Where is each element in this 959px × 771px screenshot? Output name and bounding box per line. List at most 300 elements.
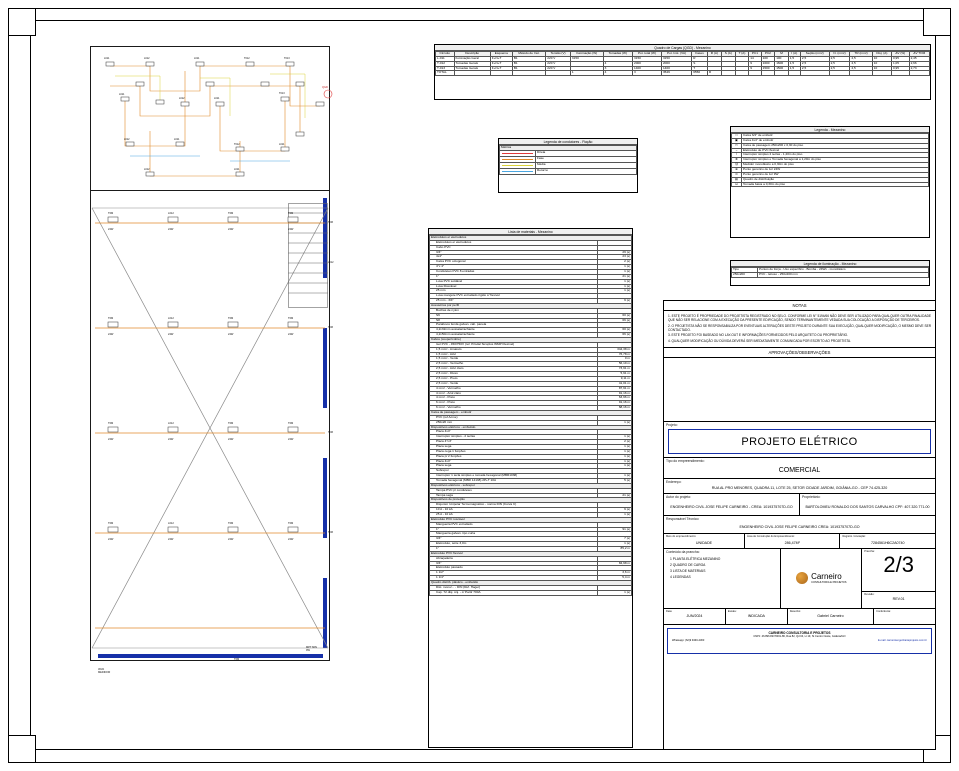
conteudo-item: 3 LISTA DE MATERIAIS — [670, 568, 706, 573]
qc-cell: 1,5 — [788, 61, 800, 66]
qc-cell — [721, 71, 735, 76]
qc-cell: T-013 — [436, 66, 455, 71]
lc-color-label: Média — [536, 162, 637, 168]
qc-cell: F+N+T — [490, 56, 512, 61]
legend-symbol-label: Ponto genérico de luz 9W — [742, 172, 929, 177]
material-name: 1,5 mm² - Azul — [430, 352, 598, 357]
material-name: Parafusos fenda galvan. cab. panela — [430, 323, 598, 328]
autor-proprietario-row — [664, 494, 935, 516]
qc-cell: F+N+T — [490, 61, 512, 66]
qc-cell: 1,5 — [788, 56, 800, 61]
qc-cell: 1500 — [775, 66, 789, 71]
material-name: 4 mm² - Vermelho — [430, 386, 598, 391]
svg-text:L011: L011 — [279, 143, 285, 146]
legend-symbol-label: Interruptor simples e Tomada hexagonal a 1,20m do piso — [742, 158, 929, 163]
legend-lighting-cell: PVC - leitoso - 250x200 mm — [758, 272, 929, 277]
legenda-simbolos-title: Legenda - Mezanino — [731, 127, 929, 133]
svg-text:T0M: T0M — [328, 531, 333, 534]
legend-symbol-row — [732, 182, 929, 187]
material-section-header: Eletroduto PVC flexível — [430, 551, 632, 556]
qc-cell: 9 — [749, 66, 761, 71]
material-qty: 1 pç — [598, 512, 632, 517]
footer-company-name: CARNEIRO CONSULTORIA E PROJETOS — [768, 630, 831, 635]
nota-line: 3. ESTE PROJETO FOI BASEADO NO LAY-OUT E INFORMAÇÕES FORNECIDOS PELO ARQUITETO OU PROPRIETÁRIO. — [668, 333, 848, 338]
svg-text:24W: 24W — [108, 438, 114, 441]
svg-text:L011: L011 — [234, 168, 240, 171]
legend-symbol-icon: ▭ — [732, 143, 742, 148]
conferencia-label: Conferência: — [876, 609, 891, 613]
plan-note-bottom-right: MPT MIN 9W — [306, 646, 317, 652]
material-name: Placa 4x4" — [430, 430, 598, 435]
qc-cell: 2,66 — [909, 61, 929, 66]
endereco-row — [664, 479, 935, 494]
qc-cell: B1 — [512, 56, 545, 61]
qc-cell — [829, 71, 850, 76]
meio-value: UNIDADE — [695, 540, 713, 545]
qc-col-header: Descrição — [454, 52, 490, 57]
material-qty: 91,16 m — [598, 391, 632, 396]
material-qty: 60 pç — [598, 313, 632, 318]
material-qty: 29 pç — [598, 250, 632, 255]
svg-text:L011: L011 — [104, 57, 110, 60]
qc-cell — [891, 71, 909, 76]
qc-cell: Iluminação Geral — [454, 56, 490, 61]
legend-symbol-icon: ⊙ — [732, 172, 742, 177]
company-logo — [781, 549, 862, 608]
svg-text:T0M: T0M — [288, 212, 294, 215]
qc-col-header: Disj. (A) — [872, 52, 891, 57]
material-name: 3/4" — [430, 561, 598, 566]
svg-text:L011: L011 — [214, 97, 220, 100]
tipo-label: Tipo do empreendimento: — [666, 458, 705, 463]
qc-col-header: ΔV (%) — [891, 52, 909, 57]
material-name: Luva mangote PVC extrudado rígido c/ flexível — [430, 294, 598, 299]
qc-col-header: PC2 — [761, 52, 775, 57]
qc-cell: 0,95 — [891, 66, 909, 71]
svg-text:24W: 24W — [108, 538, 114, 541]
qc-col-header: S (A) — [721, 52, 735, 57]
qc-col-header: Esquema — [490, 52, 512, 57]
material-name: 1,5 mm² - Verde — [430, 357, 598, 362]
material-name: Conduletes PVC 8 entradas — [430, 270, 598, 275]
material-name: Placa 4"x4" — [430, 440, 598, 445]
material-qty: 66 pç — [598, 333, 632, 338]
escala-value: INDICADA — [747, 613, 765, 618]
legend-symbol-icon: ⊗ — [732, 158, 742, 163]
material-qty: 91,16 m — [598, 401, 632, 406]
svg-text:QGD: QGD — [322, 86, 328, 89]
svg-text:24W: 24W — [288, 228, 294, 231]
plan-note-bottom-left: 30VA MEDIDOR — [98, 668, 111, 674]
aprovacoes-title: APROVAÇÕES/OBSERVAÇÕES — [664, 348, 935, 358]
qc-cell: 2000 — [633, 61, 662, 66]
material-section-header: Dispositivos elétricos - embutido — [430, 425, 632, 430]
lc-row — [500, 168, 637, 174]
material-name: Interruptor simples - 2 teclas — [430, 435, 598, 440]
qc-cell: 6550 — [692, 71, 708, 76]
legend-lighting-cell: Tipo — [732, 268, 758, 273]
material-qty: 1 pç — [598, 265, 632, 270]
material-qty: 84,98 m — [598, 561, 632, 566]
qc-cell: 2,5 — [850, 56, 872, 61]
qc-col-header: Tomadas (W) — [603, 52, 632, 57]
legend-symbol-label: Caixa 3/4" de embutir — [742, 134, 929, 139]
responsavel-row — [664, 516, 935, 534]
svg-text:24W: 24W — [168, 333, 174, 336]
material-name: 4,2x32mm autoatarrachante — [430, 328, 598, 333]
material-name: 1" — [430, 274, 598, 279]
svg-text:L012: L012 — [168, 422, 174, 425]
qc-cell: 220 V — [546, 61, 571, 66]
material-name: 4 mm² - Preto — [430, 396, 598, 401]
material-name: 6 mm² - Preto — [430, 401, 598, 406]
data-label: Data: — [666, 609, 673, 613]
material-name: Tampa sega — [430, 493, 598, 498]
svg-text:T0M: T0M — [228, 422, 234, 425]
legenda-iluminacao-grid — [731, 267, 929, 278]
qc-cell — [546, 71, 571, 76]
qc-col-header: ΔV TOM — [909, 52, 929, 57]
qc-cell: 9 — [749, 61, 761, 66]
material-name: S8 — [430, 318, 598, 323]
material-name: 25 A - 10 kA — [430, 512, 598, 517]
qc-cell: S — [692, 61, 708, 66]
legend-symbol-label: Interruptor simples 2 teclas - 1,20m do piso — [742, 153, 929, 158]
material-name: 2,5 mm² - Verde — [430, 381, 598, 386]
material-qty: 9 pç — [598, 299, 632, 304]
svg-text:T0M: T0M — [228, 317, 234, 320]
legend-symbol-label: Caixa de passagem 250x200 x 0,30 do piso — [742, 143, 929, 148]
material-qty: 41,01 m — [598, 381, 632, 386]
qc-cell — [490, 71, 512, 76]
material-section-header: Eletrodutos e/ eletrodutos — [430, 236, 632, 241]
qc-col-header: M — [775, 52, 789, 57]
material-name: Abraçadeira — [430, 556, 598, 561]
nota-line: 4. QUALQUER MODIFICAÇÃO OU DÚVIDA DEVERÁ SER IMEDIATAMENTE COMUNICADA POR ESCRITO AO PROJETISTA. — [668, 338, 852, 343]
material-qty: 9 pç — [598, 508, 632, 513]
qc-col-header: T (A) — [735, 52, 748, 57]
material-name: 3/4" — [430, 250, 598, 255]
material-qty: 1 pç — [598, 454, 632, 459]
qc-cell: 2,5 — [850, 66, 872, 71]
material-section-header: Caixa de passagem - embutir — [430, 410, 632, 415]
qc-cell: 2,73 — [909, 66, 929, 71]
material-qty: 7 pç — [598, 537, 632, 542]
lc-header: Métrica — [500, 146, 637, 151]
material-qty: 5,4 m — [598, 576, 632, 581]
qc-cell — [735, 71, 748, 76]
legend-symbol-icon: ~ — [732, 148, 742, 153]
legend-symbol-label: Eletroduto de PVC flexível — [742, 148, 929, 153]
legenda-iluminacao — [730, 260, 930, 286]
material-name: 4x4" — [430, 255, 598, 260]
endereco-label: Endereço: — [666, 479, 682, 484]
material-qty: 87,91 m — [598, 386, 632, 391]
lc-color-label: Direta — [536, 150, 637, 156]
material-qty: 2 pç — [598, 260, 632, 265]
legenda-simbolos-grid — [731, 133, 929, 187]
material-name: 1" — [430, 527, 598, 532]
svg-text:T0M: T0M — [288, 422, 294, 425]
material-qty: 0 m — [598, 357, 632, 362]
material-qty: 1 pç — [598, 284, 632, 289]
revisao-value: REV.01 — [892, 596, 905, 601]
material-name: 2,5 mm² - Preto — [430, 376, 598, 381]
qc-cell — [454, 71, 490, 76]
material-name: Placa sega — [430, 444, 598, 449]
desenho-label: Desenho: — [789, 609, 801, 613]
material-name: Disjuntor Unipolar Termomagnético - norma DIN (Curva C) — [430, 503, 598, 508]
material-name: Mangueira PVC extrudado — [430, 522, 598, 527]
material-section-header: Acessórios por perfil — [430, 304, 632, 309]
qc-cell: 2,5 — [850, 61, 872, 66]
qc-cell — [512, 71, 545, 76]
qc-cell: 2,5 — [829, 66, 850, 71]
qc-col-header: Pot. total (W) — [633, 52, 662, 57]
material-name: Placa p/ 2 funções — [430, 454, 598, 459]
qc-cell: 2000 — [661, 61, 691, 66]
svg-text:24W: 24W — [228, 438, 234, 441]
qc-cell: 1600 — [775, 61, 789, 66]
material-section-header: Eletroduto PVC roscável — [430, 517, 632, 522]
material-name: Interruptor 1 tecla simples e tomada hexagonal (MBR1038) — [430, 474, 598, 479]
area-value: 286,47M² — [784, 540, 800, 545]
material-name: PVC (ref Acme) — [430, 415, 598, 420]
material-name: Sobrepor — [430, 469, 598, 474]
logo-mark-icon — [796, 572, 808, 584]
qc-cell: 3150 — [661, 56, 691, 61]
qc-cell: L-011 — [436, 56, 455, 61]
autor-label: Autor do projeto: — [666, 494, 692, 499]
prancha-label: Prancha: — [864, 549, 875, 553]
qc-cell: 2,5 — [800, 61, 829, 66]
material-qty: 60 pç — [598, 328, 632, 333]
qc-col-header: PC1 — [749, 52, 761, 57]
floor-plan-mezzanine — [38, 28, 348, 728]
svg-text:24W: 24W — [168, 228, 174, 231]
qc-cell — [775, 71, 789, 76]
qc-cell: 2,5 — [800, 56, 829, 61]
footer-company-cnpj: CNPJ: 46.896.827/0001-86, Rua 82, Qd 04, Lt 19, St Centro Oeste, Goiânia/GO — [753, 634, 846, 638]
svg-text:24W: 24W — [108, 333, 114, 336]
qc-cell: 220 V — [546, 56, 571, 61]
qc-cell: 2,5 — [800, 66, 829, 71]
svg-text:24W: 24W — [168, 438, 174, 441]
qc-cell: 3 — [633, 71, 662, 76]
material-name: Placa sega — [430, 464, 598, 469]
legend-symbol-label: Caixa 4x4" de embutir — [742, 138, 929, 143]
meio-label: Meio do empreendimento: — [666, 534, 697, 538]
qc-cell: 1,5 — [788, 66, 800, 71]
qc-cell — [800, 71, 829, 76]
quadro-de-cargas-table — [434, 44, 931, 100]
legend-symbol-label: Quadro de distribuição — [742, 177, 929, 182]
footer-whatsapp[interactable]: Whatsapp: (62)9 9430-4303 — [672, 638, 705, 642]
proprietario-value: BARTOLOMEU RONALDO DOS SANTOS CARVALHO CPF: 407.320.771-00 — [805, 504, 930, 509]
material-name: 25 mm — [430, 289, 598, 294]
material-qty: 1 pç — [598, 444, 632, 449]
qc-cell: 1,05 — [891, 61, 909, 66]
qc-cell: 10 — [872, 56, 891, 61]
qc-cell: R — [692, 56, 708, 61]
legend-symbol-icon: ▤ — [732, 177, 742, 182]
svg-text:L011: L011 — [194, 57, 200, 60]
legend-lighting-cell: 250x200 — [732, 272, 758, 277]
aprovacoes-section — [664, 348, 935, 422]
material-name: Eletroduto passado — [430, 566, 598, 571]
material-name: 3/4" — [430, 537, 598, 542]
material-qty: 56,19 m — [598, 362, 632, 367]
desenho-value: Gabriel Carneiro — [817, 613, 844, 618]
material-section-header: Dispositivos de proteção — [430, 498, 632, 503]
revisao-label: Revisão: — [864, 592, 875, 596]
svg-text:24W: 24W — [288, 333, 294, 336]
material-name: 2,5 mm² - Azul claro — [430, 367, 598, 372]
material-qty: 63,96 m — [598, 396, 632, 401]
qc-cell: R — [707, 71, 721, 76]
qc-cell: 100 — [761, 56, 775, 61]
plan-note-bottom-mid: T0M — [234, 658, 240, 661]
qc-cell: 1400 — [633, 66, 662, 71]
material-qty: 1 pç — [598, 420, 632, 425]
escala-label: Escala: — [727, 609, 737, 613]
svg-text:T0M: T0M — [288, 522, 294, 525]
material-qty: 66 pç — [598, 318, 632, 323]
qc-cell: 3 — [603, 66, 632, 71]
material-qty: 5,91 m — [598, 372, 632, 377]
qc-cell: 3150 — [570, 56, 603, 61]
material-qty: 1 pç — [598, 449, 632, 454]
svg-text:L012: L012 — [328, 261, 334, 264]
svg-text:T0M: T0M — [328, 431, 333, 434]
svg-text:24W: 24W — [228, 333, 234, 336]
qc-col-header: Seção (mm²) — [800, 52, 829, 57]
conteudo-list — [664, 555, 780, 583]
area-label: Área de Construção do Empreendimento: — [746, 534, 795, 538]
material-qty: 73,91 m — [598, 367, 632, 372]
svg-text:L012: L012 — [144, 57, 150, 60]
lighting-rows — [90, 203, 335, 658]
sheet-number: 2/3 — [883, 551, 914, 577]
legend-lighting-cell: Pontos de força - Uso específico - Bomba - 24Wx - monofásico — [758, 268, 929, 273]
notas-body — [664, 311, 935, 347]
notas-title: NOTAS — [664, 301, 935, 311]
material-qty: 1 pç — [598, 459, 632, 464]
svg-text:L012: L012 — [144, 168, 150, 171]
endereco-value: RUA AL PRO MENORES, QUADRA 11, LOTE 25, SETOR CIDADE JARDIM, GOIÂNIA-GO - CEP 74.425-320 — [711, 485, 888, 490]
material-name: 1 1/2" — [430, 571, 598, 576]
legenda-condutores-grid — [499, 145, 637, 175]
material-name: Caixa PVC octogonal — [430, 260, 598, 265]
quadro-de-cargas-title: Quadro de Cargas (QGD) - Mezanino — [435, 45, 930, 51]
qc-cell: 4 — [603, 71, 632, 76]
corner-notch-bl — [8, 735, 36, 763]
material-qty: 21 pç — [598, 274, 632, 279]
nota-line: 2. O PROJETISTA NÃO SE RESPONSABILIZA POR EVENTUAIS ALTERAÇÕES DESTE PROJETO DURANTE SUA EXECUÇÃO, QUALQUER MODIFICAÇÃO, O MESMO DEVE SER CONTACTADO. — [668, 323, 931, 332]
legenda-condutores — [498, 138, 638, 193]
material-qty: 1 pç — [598, 289, 632, 294]
projeto-box — [668, 429, 931, 454]
qc-cell: 0,95 — [891, 56, 909, 61]
material-name: Luva Roscável — [430, 284, 598, 289]
qc-cell: 1 — [570, 71, 603, 76]
crea-value: 7284561H6C2A0740 — [870, 540, 905, 545]
conteudo-item: 1 PLANTA ELÉTRICA MEZANINO — [670, 556, 721, 561]
projeto-label: Projeto: — [666, 422, 678, 427]
legend-symbol-label: Ponto genérico de luz 24W — [742, 168, 929, 173]
qc-cell: B1 — [512, 66, 545, 71]
legend-symbol-icon: □ — [732, 134, 742, 139]
qc-cell — [872, 71, 891, 76]
qc-cell: 1400 — [661, 66, 691, 71]
material-name: Placa cega 1 funções — [430, 449, 598, 454]
legend-symbol-icon: ▣ — [732, 138, 742, 143]
material-qty: 1 pç — [598, 542, 632, 547]
projeto-value: PROJETO ELÉTRICO — [741, 435, 858, 448]
legend-symbol-icon: ⊕ — [732, 168, 742, 173]
svg-text:T012: T012 — [244, 57, 250, 60]
title-block — [663, 300, 936, 750]
material-qty: 23 pç — [598, 255, 632, 260]
material-qty: 1 pç — [598, 474, 632, 479]
svg-text:L012: L012 — [124, 138, 130, 141]
lista-de-materiais — [428, 228, 633, 748]
material-section-header: Cabos (cooper/cobre) — [430, 338, 632, 343]
svg-text:24W: 24W — [168, 538, 174, 541]
autor-value: ENGENHEIRO CIVIL JOSE FELIPE CARNEIRO - CREA: 1019375707D-GO — [670, 504, 793, 509]
material-row — [430, 590, 632, 595]
conteudo-item: 2 QUADRO DE CARGA — [670, 562, 706, 567]
footer-email[interactable]: E-mail: carneiroengenhariaprojetos.com.br — [877, 638, 927, 642]
qc-cell: 1500 — [761, 66, 775, 71]
upper-circuit-wiring — [90, 46, 335, 196]
qc-cell: T — [692, 66, 708, 71]
nota-line: 1. ESTE PROJETO É PROPRIEDADE DO PROJETISTA REGISTRADO NO SELO. CONFORME LEI N° 5194/66 NÃO DEVE SER UTILIZADO PARA QUALQUER OUTRA FINALIDADE QUE NÃO SER RELACIONE COM A EXECUÇÃO DA PRESENTE EDIFICAÇÃO, SENDO TERMINANTEMENTE VEDADA SUA COLOCAÇÃO A DISPOSIÇÃO DE TERCEIROS. — [668, 314, 931, 323]
material-name: Cabo PVC — [430, 245, 598, 250]
logo-name: Carneiro — [811, 572, 842, 582]
crea-label: Registro / Anotação: — [842, 534, 866, 538]
qc-cell: T-012 — [436, 61, 455, 66]
conteudo-label: Conteúdo da prancha: — [666, 549, 700, 554]
material-qty: 344,38 m — [598, 347, 632, 352]
material-qty: 68,16 m — [598, 406, 632, 411]
material-qty: 2 pç — [598, 440, 632, 445]
material-section-header: Quadro distrib. plástico - embutido — [430, 581, 632, 586]
qc-cell: 2,5 — [829, 56, 850, 61]
svg-text:24W: 24W — [228, 228, 234, 231]
svg-text:T0M: T0M — [328, 326, 333, 329]
data-value: JUN/2024 — [686, 613, 703, 618]
legenda-simbolos — [730, 126, 930, 238]
svg-text:24W: 24W — [288, 438, 294, 441]
qc-cell: 10 — [872, 61, 891, 66]
qc-col-header: N. (mm²) — [829, 52, 850, 57]
material-name: 10 A - 10 kA — [430, 508, 598, 513]
corner-notch-tr — [923, 8, 951, 36]
qc-cell: 220 V — [546, 66, 571, 71]
material-section-header: Dispositivos elétricos - sobrepor — [430, 483, 632, 488]
notas-section — [664, 301, 935, 348]
material-name: 4,2x50mm autoatarrachante — [430, 333, 598, 338]
responsavel-label: Responsável Técnico: — [666, 516, 700, 521]
qc-col-header: Iluminação (W) — [570, 52, 603, 57]
svg-text:T0M: T0M — [288, 317, 294, 320]
svg-text:T0M: T0M — [108, 317, 114, 320]
projeto-row — [664, 422, 935, 458]
qc-col-header: TR (mm²) — [850, 52, 872, 57]
material-qty: 21 pç — [598, 493, 632, 498]
material-qty: 91 pç — [598, 527, 632, 532]
